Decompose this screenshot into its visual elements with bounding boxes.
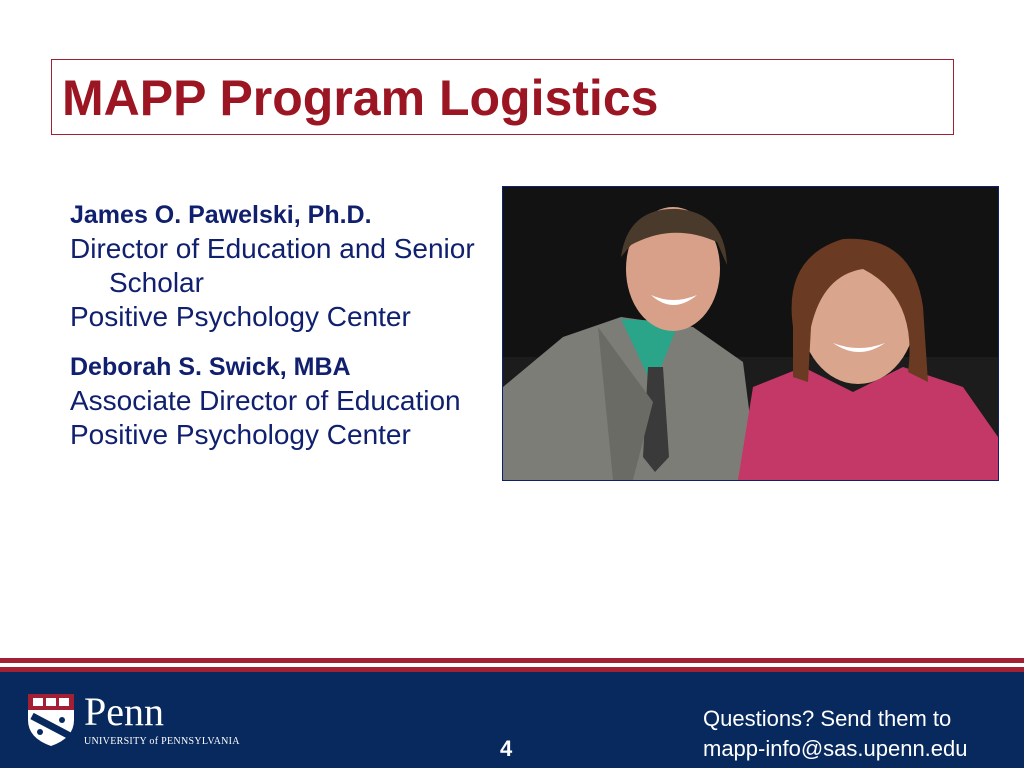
contact-email: mapp-info@sas.upenn.edu (703, 736, 968, 761)
penn-wordmark: Penn (84, 689, 164, 734)
penn-subtitle: UNIVERSITY of PENNSYLVANIA (84, 736, 240, 747)
contact-line: Questions? Send them to (703, 706, 952, 731)
footer-bar (0, 672, 1024, 768)
portrait-illustration (503, 187, 998, 480)
person-affiliation: Positive Psychology Center (70, 301, 411, 332)
person-name: Deborah S. Swick, MBA (70, 353, 351, 381)
slide-title: MAPP Program Logistics (62, 70, 659, 126)
person-affiliation: Positive Psychology Center (70, 419, 411, 450)
person-name: James O. Pawelski, Ph.D. (70, 201, 372, 229)
person-pawelski (70, 198, 500, 334)
page-number: 4 (500, 736, 513, 761)
penn-shield-icon (26, 692, 76, 753)
person-swick (70, 350, 500, 452)
person-title: Director of Education and Senior Scholar (70, 233, 475, 298)
portrait-photo (502, 186, 999, 481)
title-box (51, 59, 954, 135)
contact-info (703, 704, 968, 764)
people-list (70, 198, 500, 468)
person-title: Associate Director of Education (70, 385, 461, 416)
